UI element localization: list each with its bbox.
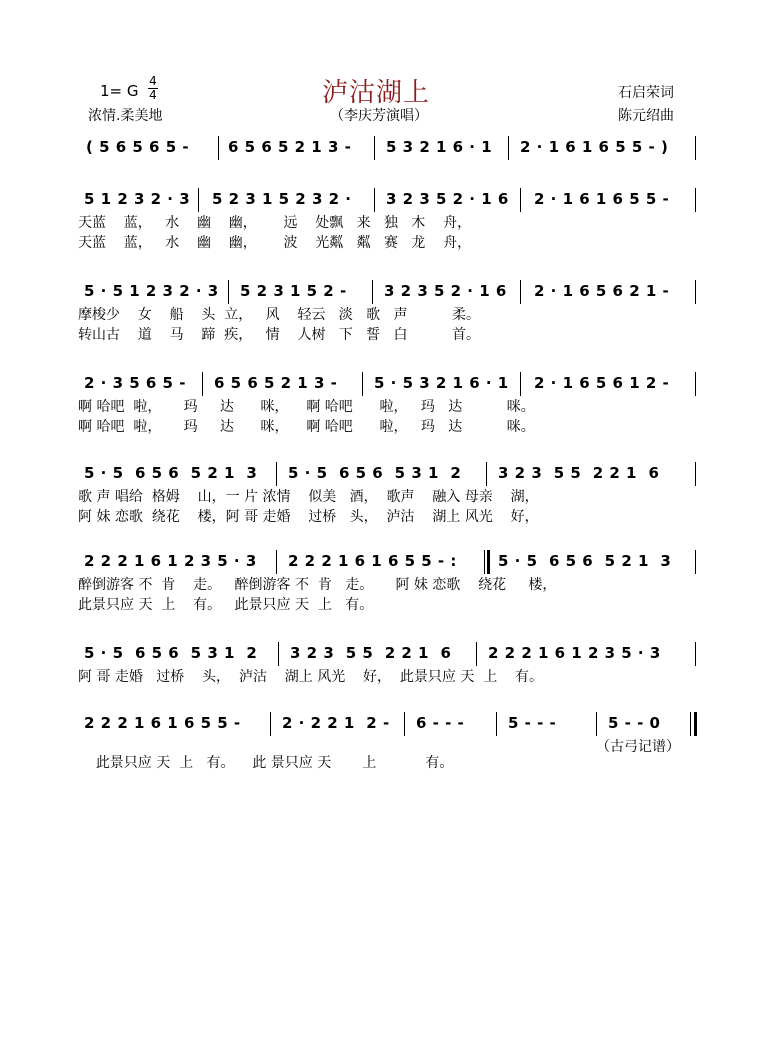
measure: 5 · 5 1 2 3 2 · 3 <box>84 282 219 300</box>
score-system-4 <box>78 374 698 436</box>
score-system-3 <box>78 282 698 344</box>
measure: 5 · 5 6 5 6 5 3 1 2 <box>84 644 258 662</box>
barline <box>520 280 521 304</box>
lyric-verse-1: 阿 哥 走婚 过桥 头， 泸沽 湖上 风光 好， 此景只应 天 上 有。 <box>78 669 544 685</box>
measure: 5 2 3 1 5 2 3 2 · <box>212 190 352 208</box>
lyric-verse-2: 此景只应 天 上 有。 此景只应 天 上 有。 <box>78 597 374 613</box>
measure: 5 3 2 1 6 · 1 <box>386 138 493 156</box>
notes-line <box>78 190 698 212</box>
final-barline-thick <box>694 712 697 736</box>
lyric-verse-2: 转山古 道 马 蹄 疾， 情 人树 下 誓 白 首。 <box>78 327 481 343</box>
barline <box>276 550 277 574</box>
measure: 2 · 1 6 5 6 2 1 - <box>534 282 670 300</box>
composer-credit: 陈元绍曲 <box>618 108 674 124</box>
notes-line <box>78 714 698 736</box>
barline <box>520 188 521 212</box>
lyric-verse-1 <box>78 736 698 771</box>
lyric-verse-2: 阿 妹 恋歌 绕花 楼，阿 哥 走婚 过桥 头， 泸沽 湖上 风光 好， <box>78 509 539 525</box>
transcriber-credit: （古弓记谱） <box>596 739 680 755</box>
barline <box>476 642 477 666</box>
barline <box>486 462 487 486</box>
measure: 6 5 6 5 2 1 3 - <box>214 374 338 392</box>
measure: 2 · 1 6 1 6 5 5 - <box>534 190 670 208</box>
lyric-verse-1: 醉倒游客 不 肯 走。 醉倒游客 不 肯 走。 阿 妹 恋歌 绕花 楼， <box>78 577 557 593</box>
meter-top: 4 <box>149 74 157 88</box>
notes-line <box>78 644 698 666</box>
score-system-8 <box>78 714 698 771</box>
barline <box>496 712 497 736</box>
barline <box>278 642 279 666</box>
barline <box>404 712 405 736</box>
lyric-verse-2: 天蓝 蓝， 水 幽 幽， 波 光粼 粼 赛 龙 舟， <box>78 235 472 251</box>
barline <box>596 712 597 736</box>
measure: 2 2 2 1 6 1 6 5 5 - : <box>288 552 457 570</box>
measure: 5 - - - <box>508 714 557 732</box>
barline <box>695 372 696 396</box>
measure: 5 · 5 3 2 1 6 · 1 <box>374 374 509 392</box>
measure: 3 2 3 5 5 2 2 1 6 <box>498 464 660 482</box>
score-system-6 <box>78 552 698 614</box>
measure: 6 - - - <box>416 714 465 732</box>
barline <box>270 712 271 736</box>
measure: ( 5 6 5 6 5 - <box>86 138 190 156</box>
score-system-5 <box>78 464 698 526</box>
barline <box>218 136 219 160</box>
measure: 3 2 3 5 5 2 2 1 6 <box>290 644 452 662</box>
score-system-2 <box>78 190 698 252</box>
barline <box>695 642 696 666</box>
final-barline <box>690 712 691 736</box>
measure: 2 · 2 2 1 2 - <box>282 714 390 732</box>
measure: 2 2 2 1 6 1 6 5 5 - <box>84 714 241 732</box>
measure: 6 5 6 5 2 1 3 - <box>228 138 352 156</box>
meter-bottom: 4 <box>149 88 157 102</box>
key-signature: 1= G <box>100 82 139 100</box>
notes-line <box>78 552 698 574</box>
time-signature <box>148 76 158 101</box>
expression-marking: 浓情.柔美地 <box>88 108 163 124</box>
lyric-verse-1: 天蓝 蓝， 水 幽 幽， 远 处飘 来 独 木 舟， <box>78 215 472 231</box>
lyricist-credit: 石启荣词 <box>618 85 674 101</box>
barline <box>508 136 509 160</box>
barline <box>276 462 277 486</box>
measure: 3 2 3 5 2 · 1 6 <box>386 190 509 208</box>
performer-credit: （李庆芳演唱） <box>330 108 428 124</box>
notes-line <box>78 464 698 486</box>
measure: 2 · 1 6 5 6 1 2 - <box>534 374 670 392</box>
notes-line <box>78 138 698 160</box>
measure: 2 2 2 1 6 1 2 3 5 · 3 <box>84 552 257 570</box>
repeat-barline <box>484 550 485 574</box>
barline <box>695 280 696 304</box>
barline <box>695 462 696 486</box>
barline <box>695 188 696 212</box>
measure: 3 2 3 5 2 · 1 6 <box>384 282 507 300</box>
measure: 5 - - 0 <box>608 714 661 732</box>
measure: 5 · 5 6 5 6 5 2 1 3 <box>498 552 672 570</box>
song-title: 泸沽湖上 <box>322 78 431 108</box>
measure: 2 · 3 5 6 5 - <box>84 374 186 392</box>
barline <box>695 136 696 160</box>
barline <box>695 550 696 574</box>
score-system-7 <box>78 644 698 686</box>
barline <box>228 280 229 304</box>
lyric-verse-1: 啊 哈吧 啦， 玛 达 咪， 啊 哈吧 啦， 玛 达 咪。 <box>78 399 535 415</box>
measure: 2 2 2 1 6 1 2 3 5 · 3 <box>488 644 661 662</box>
measure: 5 1 2 3 2 · 3 <box>84 190 191 208</box>
barline <box>198 188 199 212</box>
barline <box>520 372 521 396</box>
notes-line <box>78 282 698 304</box>
lyric-text: 此景只应 天 上 有。 此 景只应 天 上 有。 <box>95 755 454 771</box>
measure: 5 2 3 1 5 2 - <box>240 282 347 300</box>
barline <box>372 280 373 304</box>
notes-line <box>78 374 698 396</box>
barline <box>374 136 375 160</box>
barline <box>374 188 375 212</box>
repeat-barline-thick <box>487 550 490 574</box>
barline <box>202 372 203 396</box>
lyric-verse-1: 摩梭少 女 船 头 立， 风 轻云 淡 歌 声 柔。 <box>78 307 481 323</box>
measure: 2 · 1 6 1 6 5 5 - ) <box>520 138 669 156</box>
lyric-verse-1: 歌 声 唱给 格姆 山，一 片 浓情 似美 酒， 歌声 融入 母亲 湖， <box>78 489 539 505</box>
lyric-verse-2: 啊 哈吧 啦， 玛 达 咪， 啊 哈吧 啦， 玛 达 咪。 <box>78 419 535 435</box>
measure: 5 · 5 6 5 6 5 3 1 2 <box>288 464 462 482</box>
barline <box>362 372 363 396</box>
measure: 5 · 5 6 5 6 5 2 1 3 <box>84 464 258 482</box>
score-system-1 <box>78 138 698 160</box>
